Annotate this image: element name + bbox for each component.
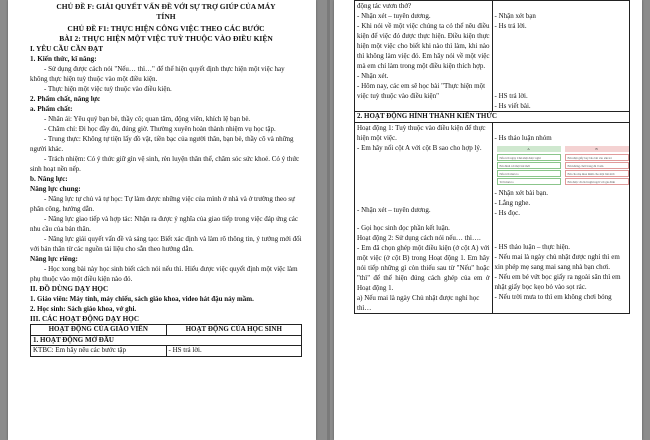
table-cell-teacher — [355, 122, 493, 313]
paragraph: - Năng lực giải quyết vấn đề và sáng tạo: Biết xác định và làm rõ thông tin, ý tưởng mới đối với bản thân từ các nguồn tài liệu cho sẵn theo hướng dẫn. — [30, 235, 302, 253]
column-b-item: Em không chơi bóng đá ở sân — [565, 162, 629, 169]
paragraph: a) Nếu mai là ngày Chủ nhật được nghỉ học thì… — [357, 293, 480, 312]
table-cell-student — [492, 1, 630, 112]
paragraph: - Nếu trời mưa to thì em không chơi bóng — [494, 292, 612, 301]
paragraph: - Nếu mai là ngày chủ nhật được nghỉ thì em xin phép mẹ sang mai sang nhà bạn chơi. — [494, 252, 620, 271]
paragraph: - Nhận xét – tuyên dương. — [357, 12, 431, 20]
heading-specific-competence: Năng lực riêng: — [30, 255, 78, 263]
section-row-knowledge: 2. HOẠT ĐỘNG HÌNH THÀNH KIẾN THỨC — [355, 112, 630, 123]
matching-exercise-image — [495, 146, 628, 186]
activities-table — [30, 324, 302, 357]
paragraph: - Hs thảo luận nhóm — [494, 133, 552, 142]
paragraph: - Nhận xét. — [357, 72, 389, 80]
paragraph: - HS trả lời. — [494, 92, 528, 100]
paragraph: - Em đã chọn ghép một điều kiện (ở cột A) với một việc (ở cột B) trong Hoạt động 1. Em hãy nói tiếp những gì còn thiếu sau từ "Nếu" hoặc "thì" để thể hiện đúng cách ghép của em ở Hoạt động 1. — [357, 243, 490, 292]
paragraph: - Trung thực: Không tự tiện lấy đồ vật, tiền bạc của người thân, bạn bè, thầy cô và những người khác. — [30, 135, 294, 153]
column-a-item: Nếu trời ngày Chủ nhật được nghỉ — [497, 154, 561, 161]
column-b-item: Em được đi chơi nghỉ ngơi với gia đình — [565, 178, 629, 185]
column-header-student: HOẠT ĐỘNG CỦA HỌC SINH — [166, 325, 302, 336]
paragraph: - Thực hiện một việc tuỳ thuộc vào điều kiện. — [44, 85, 172, 93]
paragraph: - Nhận xét bạn — [494, 12, 536, 20]
paragraph: - Em hãy nối cột A với cột B sao cho hợp lý. — [357, 143, 482, 152]
table-cell-student — [492, 122, 630, 313]
document-page-1 — [8, 0, 316, 440]
paragraph: - Hs viết bài. — [494, 102, 531, 110]
paragraph: - Hs đọc. — [494, 208, 520, 217]
paragraph: - Trách nhiệm: Có ý thức giữ gìn vệ sinh, rèn luyện thân thể, chăm sóc sức khoẻ. Có ý thức sinh hoạt nền nếp. — [30, 155, 300, 173]
paragraph: - Nếu em bé vứt bọc giấy ra ngoài sân thì em nhặt giấy bọc kẹo bỏ vào sọt rác. — [494, 272, 621, 291]
paragraph: Hoạt động 2: Sử dụng cách nói nếu… thì…. — [357, 233, 481, 242]
table-cell-teacher — [355, 1, 493, 112]
paragraph: - Hôm nay, các em sẽ học bài "Thực hiện một việc tuỳ thuộc vào điều kiện" — [357, 82, 486, 100]
column-b-item: Em cho mẹ mua thêm cho một bút mới — [565, 170, 629, 177]
paragraph: - Năng lực tự chủ và tự học: Tự làm được những việc của mình ở nhà và ở trường theo sự phân công, hướng dẫn. — [30, 195, 295, 213]
table-cell: - HS trả lời. — [166, 346, 302, 357]
column-b-item: Em nhặt giấy bay bảo bài vào sân trò — [565, 154, 629, 161]
column-a-header: A — [497, 146, 561, 152]
student-materials: 2. Học sinh: Sách giáo khoa, vở ghi. — [30, 305, 137, 313]
paragraph: - Lắng nghe. — [494, 198, 531, 207]
lesson-title: BÀI 2: THỰC HIỆN MỘT VIỆC TUỲ THUỘC VÀO ĐIỀU KIỆN — [59, 34, 273, 43]
section-row-opening: 1. HOẠT ĐỘNG MỞ ĐẦU — [31, 335, 302, 346]
paragraph: - Nhận xét – tuyên dương. — [357, 205, 431, 214]
scroll-divider[interactable] — [327, 0, 330, 440]
topic-title: CHỦ ĐỀ F: GIẢI QUYẾT VẤN ĐỀ VỚI SỰ TRỢ GIÚP CỦA MÁY TÍNH — [56, 2, 276, 21]
section-heading-III: III. CÁC HOẠT ĐỘNG DẠY HỌC — [30, 315, 140, 323]
paragraph: Hoạt động 1: Tuỳ thuộc vào điều kiện để thực hiện một việc. — [357, 123, 486, 142]
table-cell: KTBC: Em hãy nêu các bước tập — [31, 346, 167, 357]
teacher-materials: 1. Giáo viên: Máy tính, máy chiếu, sách giáo khoa, video hát đậu nảy mầm. — [30, 295, 254, 303]
section-heading-I: I. YÊU CẦU CẦN ĐẠT — [30, 45, 104, 53]
column-a-item: Em đánh rơi một bút mới — [497, 162, 561, 169]
column-b-header: B — [565, 146, 629, 152]
paragraph: - Nhận xét bài bạn. — [494, 188, 548, 197]
paragraph: - Năng lực giao tiếp và hợp tác: Nhận ra được ý nghĩa của giao tiếp trong việc đáp ứng các nhu cầu của bản thân. — [30, 215, 298, 233]
subtopic-title: CHỦ ĐỀ F1: THỰC HIỆN CÔNG VIỆC THEO CÁC BƯỚC — [67, 24, 265, 33]
paragraph: - Học xong bài này học sinh biết cách nói nếu thì. Hiểu được việc quyết định một việc làm phụ thuộc vào một điều kiện nào đó. — [30, 265, 298, 283]
paragraph: - Gọi học sinh đọc phần kết luận. — [357, 223, 450, 232]
paragraph: - Khi nói về một việc chúng ta có thể nêu điều kiện để việc đó được thực hiện. Điều kiện thực hiện một việc cho biết khi nào thì làm, khi nào thì không làm việc đó. Em hãy nói về một việc mà em chỉ làm trong một điều kiện thích hợp. — [357, 22, 490, 70]
heading-general-competence: Năng lực chung: — [30, 185, 81, 193]
section-heading-II: II. ĐỒ DÙNG DẠY HỌC — [30, 285, 109, 293]
heading-knowledge: 1. Kiến thức, kĩ năng: — [30, 55, 97, 63]
column-header-teacher: HOẠT ĐỘNG CỦA GIÁO VIÊN — [31, 325, 167, 336]
paragraph: động tác vươn thở? — [357, 2, 412, 10]
document-page-2 — [334, 0, 642, 440]
paragraph: - HS thảo luận – thực hiện. — [494, 242, 571, 251]
paragraph: - Sử dụng được cách nói "Nếu… thì…" để thể hiện quyết định thực hiện một việc hay không thực hiện tuỳ thuộc vào một điều kiện. — [30, 65, 285, 83]
heading-qualities: 2. Phẩm chất, năng lực — [30, 95, 101, 103]
column-a-item: Nếu trời mưa to — [497, 170, 561, 177]
activities-table-continued — [354, 0, 630, 314]
paragraph: - Nhân ái: Yêu quý bạn bè, thầy cô; quan tâm, động viên, khích lệ bạn bè. — [44, 115, 251, 123]
heading-a: a. Phẩm chất: — [30, 105, 73, 113]
column-a-item: Trời mưa to — [497, 178, 561, 185]
paragraph: - Chăm chỉ: Đi học đầy đủ, đúng giờ. Thường xuyên hoàn thành nhiệm vụ học tập. — [44, 125, 276, 133]
paragraph: - Hs trả lời. — [494, 22, 527, 30]
heading-b: b. Năng lực: — [30, 175, 68, 183]
